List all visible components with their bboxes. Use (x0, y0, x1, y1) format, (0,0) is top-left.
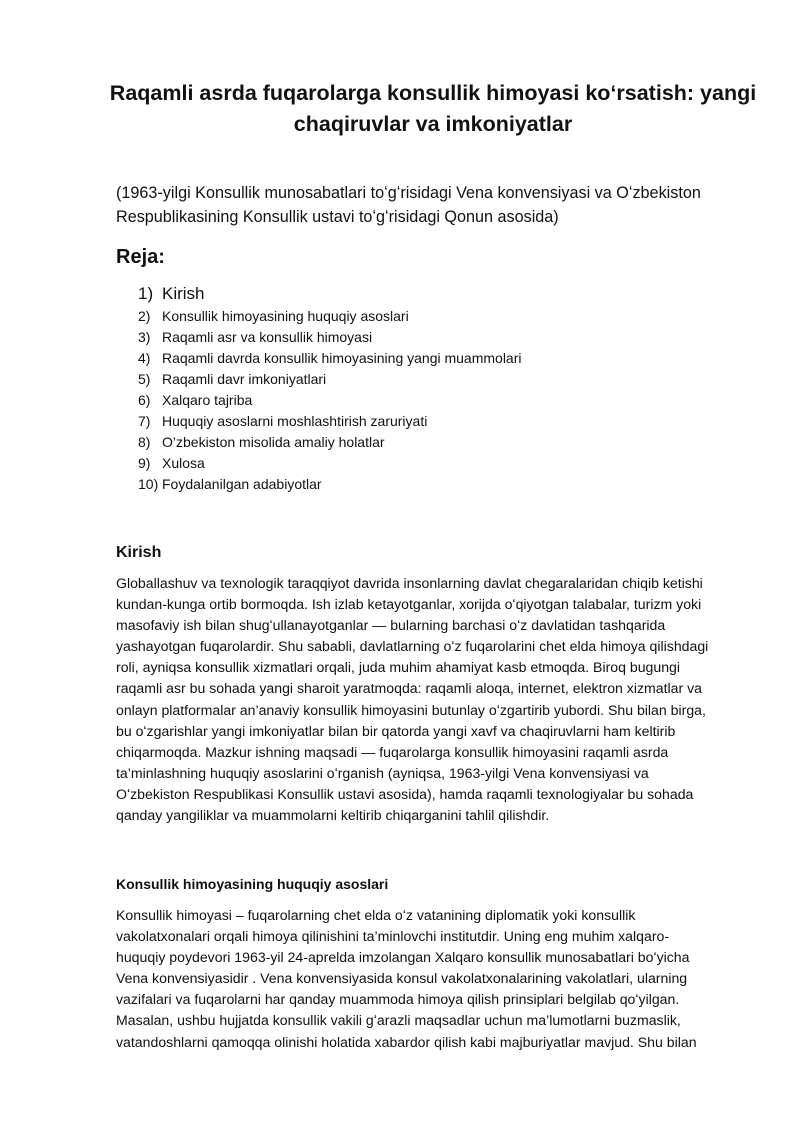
plan-list-item (116, 453, 736, 474)
paragraph-line: Konsullik himoyasi – fuqarolarning chet elda oʻz vatanining diplomatik yoki konsullik (116, 907, 636, 923)
plan-list-item (116, 306, 736, 327)
plan-list-item (116, 411, 736, 432)
subtitle-line: (1963-yilgi Konsullik munosabatlari toʻgʻrisidagi Vena konvensiyasi va Oʻzbekiston (116, 184, 701, 202)
plan-item-number: 8) (138, 434, 151, 450)
plan-item-label: Foydalanilgan adabiyotlar (162, 476, 322, 492)
paragraph-line: vatandoshlarni qamoqqa olinishi holatida xabardor qilish kabi majburiyatlar mavjud. Shu bilan (116, 1033, 697, 1050)
paragraph-line: yashayotgan fuqarolardir. Shu sababli, davlatlarning oʻz fuqarolarini chet elda himoya qilishdagi (116, 638, 709, 655)
paragraph-line: masofaviy ish bilan shugʻullanayotganlar — bularning barchasi oʻz davlatidan tashqarida (116, 617, 666, 634)
paragraph-line: Oʻzbekiston Respublikasi Konsullik ustavi asosida), hamda raqamli texnologiyalar bu sohada (116, 785, 694, 802)
plan-item-label: Xalqaro tajriba (162, 392, 253, 408)
plan-list (116, 281, 736, 495)
plan-item-label: Huquqiy asoslarni moshlashtirish zaruriyati (162, 413, 428, 429)
document-subtitle (116, 181, 766, 229)
plan-list-item (116, 348, 736, 369)
plan-item-number: 4) (138, 350, 151, 366)
section-heading-introduction: Kirish (116, 544, 162, 561)
plan-item-number: 6) (138, 392, 151, 408)
document-title (100, 78, 766, 140)
plan-list-item (116, 390, 736, 411)
paragraph-line: ta’minlashning huquqiy asoslarini oʻrganish (ayniqsa, 1963-yilgi Vena konvensiyasi va (116, 764, 649, 781)
plan-list-item (116, 369, 736, 390)
paragraph-line: raqamli asr bu sohada yangi sharoit yaratmoqda: raqamli aloqa, internet, elektron xizmatlar va (116, 680, 702, 697)
plan-item-label: O’zbekiston misolida amaliy holatlar (162, 434, 385, 450)
paragraph-line: kundan-kunga ortib bormoqda. Ish izlab ketayotganlar, xorijda oʻqiyotgan talabalar, turizm yoki (116, 596, 702, 613)
paragraph-line: vakolatxonalari orqali himoya qilinishini ta’minlovchi institutdir. Uning eng muhim xalqaro- (116, 928, 670, 945)
plan-item-number: 3) (138, 329, 151, 345)
paragraph-line: bu oʻzgarishlar yangi imkoniyatlar bilan bir qatorda yangi xavf va chaqiruvlarni ham keltirib (116, 722, 676, 739)
plan-item-number: 9) (138, 455, 151, 471)
plan-item-number: 7) (138, 413, 151, 429)
paragraph-line: vazifalari va fuqarolarni har qanday muammoda himoya qilish prinsiplari belgilab qoʻyilgan. (116, 991, 680, 1008)
paragraph-line: Vena konvensiyasidir . Vena konvensiyasida konsul vakolatxonalarining vakolatlari, ularning (116, 970, 688, 987)
plan-item-label: Konsullik himoyasining huquqiy asoslari (162, 308, 409, 324)
introduction-paragraph (116, 573, 742, 826)
plan-item-label: Kirish (162, 284, 205, 303)
plan-item-label: Raqamli davrda konsullik himoyasining yangi muammolari (162, 350, 522, 366)
paragraph-line: Masalan, ushbu hujjatda konsullik vakili gʻarazli maqsadlar uchun ma’lumotlarni buzmaslik, (116, 1012, 681, 1029)
document-title-line: chaqiruvlar va imkoniyatlar (293, 112, 573, 136)
plan-list-item (116, 474, 736, 495)
paragraph-line: chiqarmoqda. Mazkur ishning maqsadi — fuqarolarga konsullik himoyasini raqamli asrda (116, 743, 669, 760)
section-heading-legal-basis: Konsullik himoyasining huquqiy asoslari (116, 876, 389, 892)
plan-heading: Reja: (116, 246, 165, 268)
plan-item-label: Xulosa (162, 455, 205, 471)
legal-basis-paragraph (116, 905, 742, 1053)
subtitle-line: Respublikasining Konsullik ustavi toʻgʻrisidagi Qonun asosida) (116, 208, 559, 226)
plan-item-number: 10) (138, 476, 159, 492)
plan-list-item (116, 327, 736, 348)
paragraph-line: qanday yangiliklar va muammolarni keltirib chiqarganini tahlil qilishdir. (116, 807, 550, 824)
plan-list-item (116, 432, 736, 453)
paragraph-line: roli, ayniqsa konsullik xizmatlari orqali, juda muhim ahamiyat kasb etmoqda. Biroq bugungi (116, 659, 681, 676)
paragraph-line: Globallashuv va texnologik taraqqiyot davrida insonlarning davlat chegaralaridan chiqib ketishi (116, 575, 703, 591)
plan-item-number: 2) (138, 308, 151, 324)
document-title-line: Raqamli asrda fuqarolarga konsullik himoyasi koʻrsatish: yangi (109, 81, 757, 105)
plan-item-number: 1) (138, 284, 154, 303)
paragraph-line: huquqiy poydevori 1963-yil 24-aprelda imzolangan Xalqaro konsullik munosabatlari boʻyicha (116, 949, 690, 966)
plan-item-label: Raqamli davr imkoniyatlari (162, 371, 327, 387)
plan-item-number: 5) (138, 371, 151, 387)
plan-item-label: Raqamli asr va konsullik himoyasi (162, 329, 373, 345)
plan-list-item (116, 281, 736, 306)
paragraph-line: onlayn platformalar an’anaviy konsullik himoyasini butunlay oʻzgartirib yubordi. Shu bilan birga, (116, 701, 706, 718)
